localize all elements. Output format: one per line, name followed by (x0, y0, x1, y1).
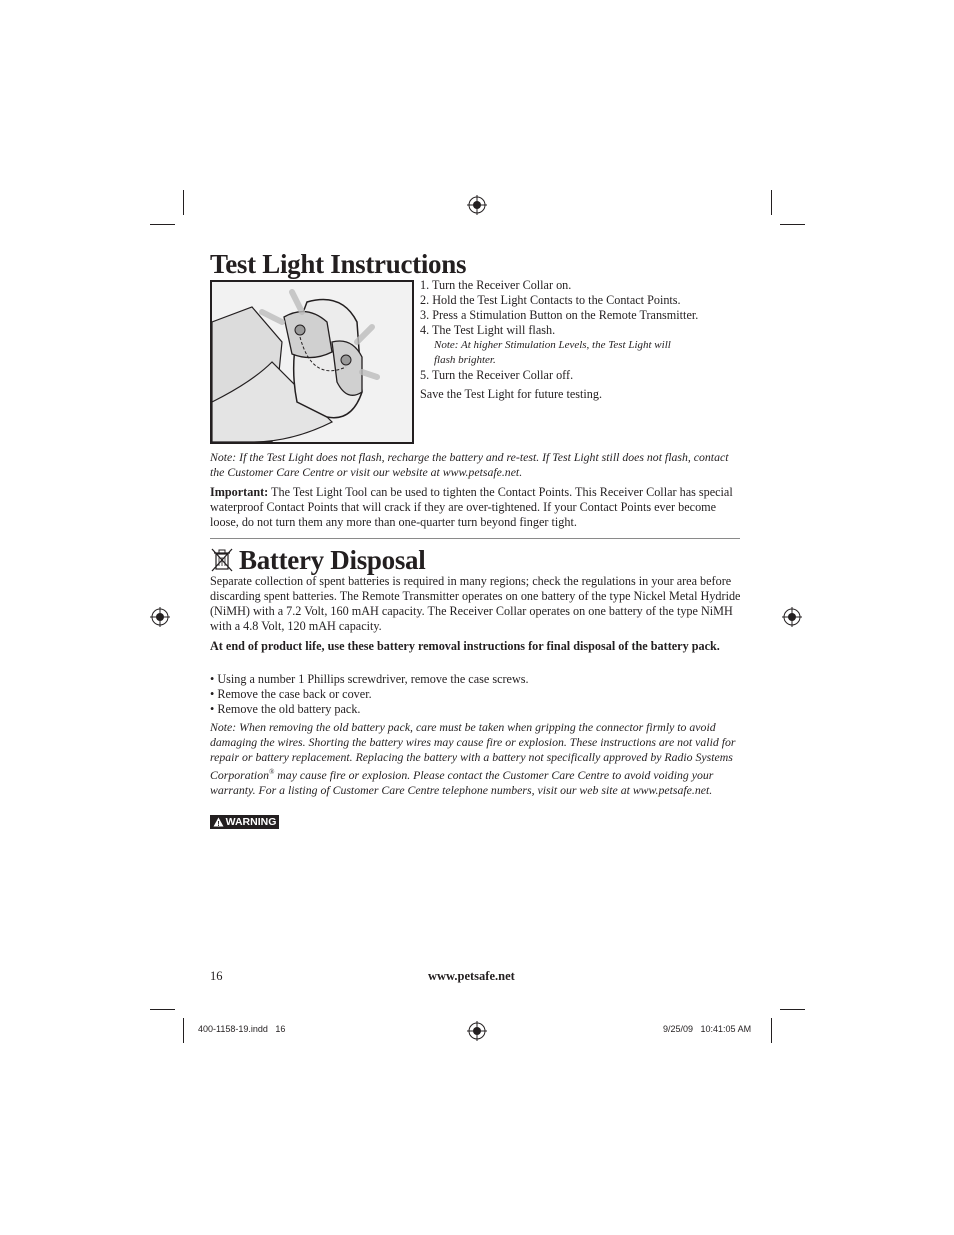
step-item: 1. Turn the Receiver Collar on. (420, 278, 572, 292)
end-of-life-heading: At end of product life, use these battery removal instructions for final disposal of the battery pack. (210, 639, 720, 653)
step-item: 2. Hold the Test Light Contacts to the Contact Points. (420, 293, 681, 307)
step-item: 5. Turn the Receiver Collar off. (420, 368, 574, 382)
flash-note: Note: If the Test Light does not flash, recharge the battery and re-test. If Test Light still does not flash, contact the Customer Care Centre or visit our website at www.petsafe.net. (210, 450, 729, 479)
footer-website[interactable]: www.petsafe.net (428, 969, 515, 983)
step-note: flash brighter. (434, 354, 496, 366)
step-item: 4. The Test Light will flash. (420, 323, 556, 337)
crop-mark (780, 224, 805, 225)
crop-mark (150, 224, 175, 225)
battery-paragraph: Separate collection of spent batteries is required in many regions; check the regulations in your area before discarding spent batteries. The Remote Transmitter operates on one battery of the type Nickel Metal Hydride (NiMH) with a 7.2 Volt, 160 mAH capacity. The Receiver Collar operates on one battery of the type NiMH with a 4.8 Volt, 120 mAH capacity. (210, 574, 741, 633)
crop-mark (183, 190, 184, 215)
crop-mark (780, 1009, 805, 1010)
warning-glyph: ! (216, 820, 220, 827)
step-note: Note: At higher Stimulation Levels, the Test Light will (434, 339, 671, 351)
list-item: • Using a number 1 Phillips screwdriver, remove the case screws. (210, 672, 529, 686)
test-light-illustration (210, 280, 414, 444)
warning-label: WARNING (225, 816, 277, 828)
removal-note (210, 720, 745, 798)
step-item: 3. Press a Stimulation Button on the Remote Transmitter. (420, 308, 699, 322)
crop-mark (183, 1018, 184, 1043)
slug-file-info: 400-1158-19.indd 16 (198, 1024, 286, 1034)
slug-date-info: 9/25/09 10:41:05 AM (663, 1024, 752, 1034)
registration-mark-icon (150, 607, 170, 627)
warning-badge (210, 815, 279, 829)
warning-triangle-icon (213, 817, 224, 827)
removal-steps (210, 672, 745, 717)
list-item: • Remove the case back or cover. (210, 687, 372, 701)
crossed-out-bin-icon (210, 547, 234, 573)
crop-mark (771, 190, 772, 215)
important-paragraph (210, 485, 745, 530)
crop-mark (150, 1009, 175, 1010)
registration-mark-icon (782, 607, 802, 627)
registration-mark-icon (467, 1021, 487, 1041)
removal-note-text: may cause fire or explosion. Please contact the Customer Care Centre to avoid voiding your warranty. For a listing of Customer Care Centre telephone numbers, visit our web site at www.petsafe.net. (210, 767, 714, 797)
crop-mark (771, 1018, 772, 1043)
important-label: Important: (210, 485, 269, 499)
registered-mark: ® (269, 768, 275, 776)
list-item: • Remove the old battery pack. (210, 702, 361, 716)
registration-mark-icon (467, 195, 487, 215)
section-title-test-light: Test Light Instructions (210, 249, 467, 279)
section-divider (210, 538, 740, 539)
save-note: Save the Test Light for future testing. (420, 387, 603, 401)
page-number: 16 (210, 969, 223, 983)
important-text: The Test Light Tool can be used to tighten the Contact Points. This Receiver Collar has special waterproof Contact Points that will crack if they are over-tightened. If your Contact Points ever become loose, do not turn them any more than one-quarter turn beyond finger tight. (210, 485, 733, 529)
test-light-steps (420, 278, 750, 402)
section-title-battery-disposal: Battery Disposal (239, 545, 426, 575)
removal-note-text: Note: When removing the old battery pack, care must be taken when gripping the connector firmly to avoid damaging the wires. Shorting the battery wires may cause fire or explosion. These instructions are not valid for repair or battery replacement. Replacing the battery with a battery not specifically approved by Radio Systems Corporation (210, 720, 736, 782)
